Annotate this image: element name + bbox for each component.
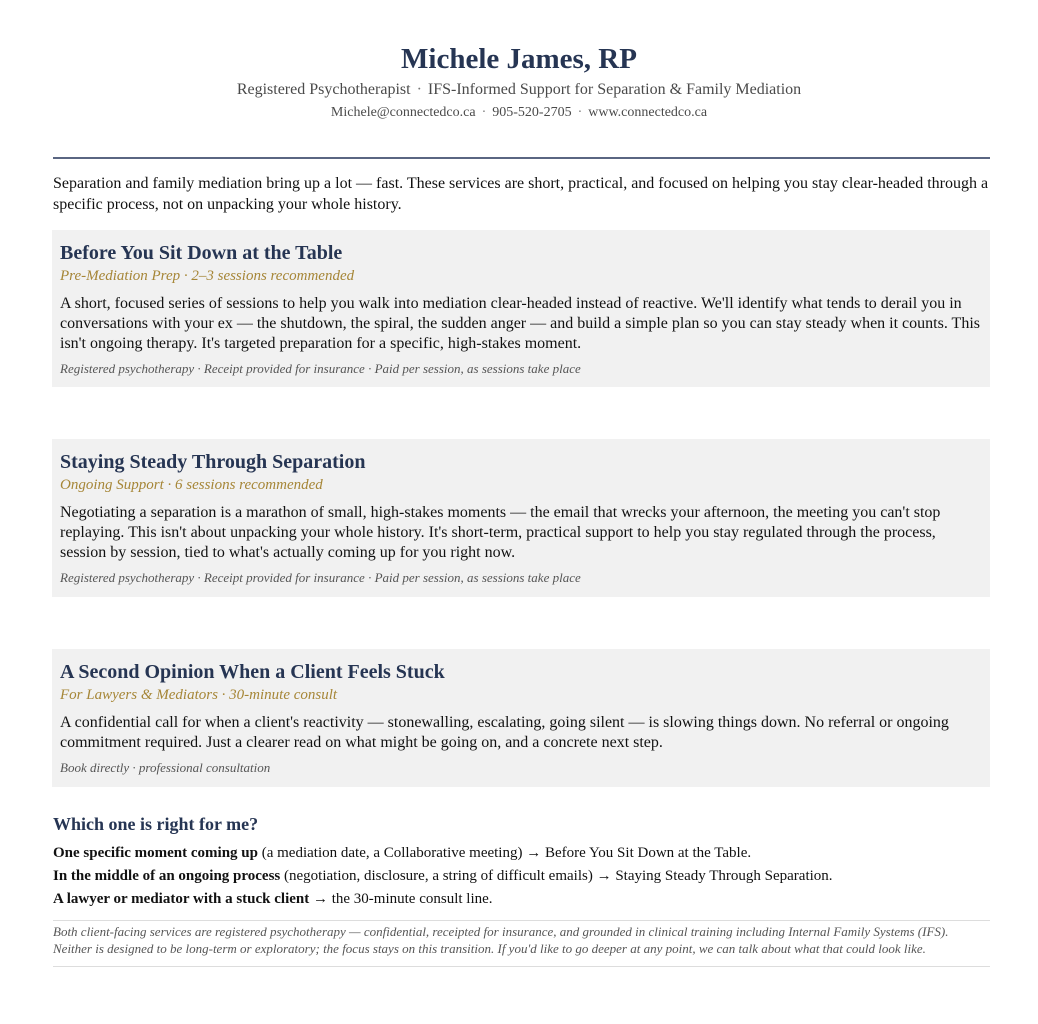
which-line-rest: → the 30-minute consult line. <box>309 891 493 907</box>
phone-text: 905-520-2705 <box>492 105 572 120</box>
service-subtitle: For Lawyers & Mediators · 30-minute consult <box>60 687 338 703</box>
service-subtitle: Ongoing Support · 6 sessions recommended <box>60 477 323 493</box>
service-card <box>52 649 990 787</box>
which-line-rest: (negotiation, disclosure, a string of difficult emails) → Staying Steady Through Separation. <box>280 868 833 884</box>
which-line-lead: In the middle of an ongoing process <box>53 868 281 884</box>
header-divider <box>53 157 990 159</box>
website-text: www.connectedco.ca <box>588 105 708 120</box>
which-line <box>53 842 990 865</box>
service-description: A short, focused series of sessions to help you walk into mediation clear-headed instead of reactive. We'll identify what tends to derail you in conversations with your ex — the shutdown, the spiral, the sudden anger — and build a simple plan so you can stay steady when it counts. This isn't ongoing therapy. It's targeted preparation for a specific, high-stakes moment. <box>60 295 980 352</box>
service-description: A confidential call for when a client's reactivity — stonewalling, escalating, going silent — is slowing things down. No referral or ongoing commitment required. Just a clearer read on what might be going on, and a concrete next step. <box>60 714 949 751</box>
credential-text: Registered Psychotherapist <box>236 81 411 98</box>
contact-separator: · <box>577 105 583 120</box>
specialty-text: IFS-Informed Support for Separation & Family Mediation <box>427 81 802 98</box>
service-meta: Registered psychotherapy · Receipt provided for insurance · Paid per session, as sessions take place <box>60 361 581 376</box>
footnote: Both client-facing services are registered psychotherapy — confidential, receipted for insurance, and grounded in clinical training including Internal Family Systems (IFS). Neither is designed to be long-term or exploratory; the focus stays on this transition. If you'd like to go deeper at any point, we can talk about what that could look like. <box>53 920 990 967</box>
contact-separator: · <box>481 105 487 120</box>
service-description: Negotiating a separation is a marathon of small, high-stakes moments — the email that wrecks your afternoon, the meeting you can't stop replaying. This isn't about unpacking your whole history. It's short-term, practical support to help you stay regulated through the process, session by session, tied to what's actually coming up for you right now. <box>60 504 941 561</box>
service-card <box>52 439 990 597</box>
which-list <box>53 842 990 911</box>
which-line-rest: (a mediation date, a Collaborative meeting) → Before You Sit Down at the Table. <box>257 845 752 861</box>
service-title: Before You Sit Down at the Table <box>60 242 343 264</box>
subtitle-separator: · <box>416 81 422 98</box>
service-card <box>52 230 990 387</box>
service-meta: Book directly · professional consultation <box>60 760 271 775</box>
service-meta: Registered psychotherapy · Receipt provided for insurance · Paid per session, as sessions take place <box>60 570 581 585</box>
service-subtitle: Pre-Mediation Prep · 2–3 sessions recommended <box>60 268 355 284</box>
email-text: Michele@connectedco.ca <box>330 105 476 120</box>
service-title: Staying Steady Through Separation <box>60 451 366 473</box>
which-line-lead: One specific moment coming up <box>53 845 258 861</box>
which-section <box>53 813 990 911</box>
which-line <box>53 888 990 911</box>
intro-paragraph: Separation and family mediation bring up a lot — fast. These services are short, practical, and focused on helping you stay clear-headed through a specific process, not on unpacking your whole history. <box>53 175 989 213</box>
contact-line <box>0 104 1038 122</box>
which-line <box>53 865 990 888</box>
letterhead <box>0 0 1038 122</box>
which-line-lead: A lawyer or mediator with a stuck client <box>53 891 310 907</box>
practitioner-subtitle <box>0 80 1038 100</box>
service-title: A Second Opinion When a Client Feels Stuck <box>60 661 445 683</box>
practitioner-name: Michele James, RP <box>401 43 637 75</box>
which-heading: Which one is right for me? <box>53 814 259 834</box>
